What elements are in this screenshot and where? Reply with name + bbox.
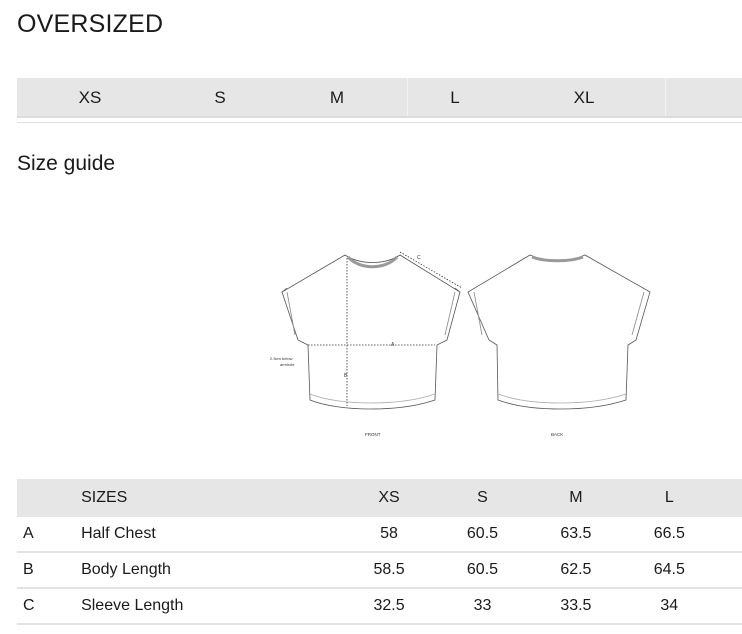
table-row (17, 588, 742, 624)
row-measurement-name: Half Chest (81, 517, 342, 552)
measure-c-label: C (417, 255, 421, 261)
table-header-l: L (623, 479, 716, 517)
row-value-s: 33 (436, 588, 529, 624)
row-value-m: 63.5 (529, 517, 622, 552)
row-key: B (17, 552, 81, 588)
front-tshirt-drawing (282, 252, 462, 409)
size-table (17, 479, 742, 625)
strip-divider (407, 78, 408, 116)
tshirt-diagram (260, 240, 680, 445)
divider (17, 122, 742, 123)
size-option-m[interactable]: M (329, 88, 345, 107)
row-value-s: 60.5 (436, 552, 529, 588)
row-value-m: 33.5 (529, 588, 622, 624)
table-header-xs: XS (342, 479, 435, 517)
table-header-m: M (529, 479, 622, 517)
row-key: A (17, 517, 81, 552)
table-header-sizes: SIZES (81, 479, 342, 517)
armhole-note-line2: armhole (280, 362, 295, 367)
row-key: C (17, 588, 81, 624)
front-label: FRONT (365, 432, 381, 437)
armhole-note-line1: 2.5cm below (270, 356, 293, 361)
row-measurement-name: Sleeve Length (81, 588, 342, 624)
table-row (17, 552, 742, 588)
row-spacer (716, 588, 742, 624)
row-spacer (716, 552, 742, 588)
measure-a-label: A (391, 342, 395, 348)
table-row (17, 517, 742, 552)
size-option-s[interactable]: S (214, 88, 226, 107)
row-value-l: 34 (623, 588, 716, 624)
size-option-l[interactable]: L (450, 88, 460, 107)
row-value-m: 62.5 (529, 552, 622, 588)
row-value-xs: 58.5 (342, 552, 435, 588)
table-header-key (17, 479, 81, 517)
row-value-xs: 58 (342, 517, 435, 552)
measure-b-label: B (344, 373, 348, 379)
size-option-xs[interactable]: XS (78, 88, 102, 107)
back-label: BACK (551, 432, 564, 437)
page-title: OVERSIZED (17, 10, 164, 38)
size-selector (17, 78, 742, 118)
size-option-xl[interactable]: XL (573, 88, 595, 107)
row-value-s: 60.5 (436, 517, 529, 552)
size-guide-heading: Size guide (17, 152, 116, 175)
row-spacer (716, 517, 742, 552)
table-header-row (17, 479, 742, 517)
strip-divider (665, 78, 666, 116)
row-value-xs: 32.5 (342, 588, 435, 624)
table-header-s: S (436, 479, 529, 517)
table-header-spacer (716, 479, 742, 517)
row-value-l: 64.5 (623, 552, 716, 588)
row-measurement-name: Body Length (81, 552, 342, 588)
back-tshirt-drawing (468, 255, 650, 409)
row-value-l: 66.5 (623, 517, 716, 552)
